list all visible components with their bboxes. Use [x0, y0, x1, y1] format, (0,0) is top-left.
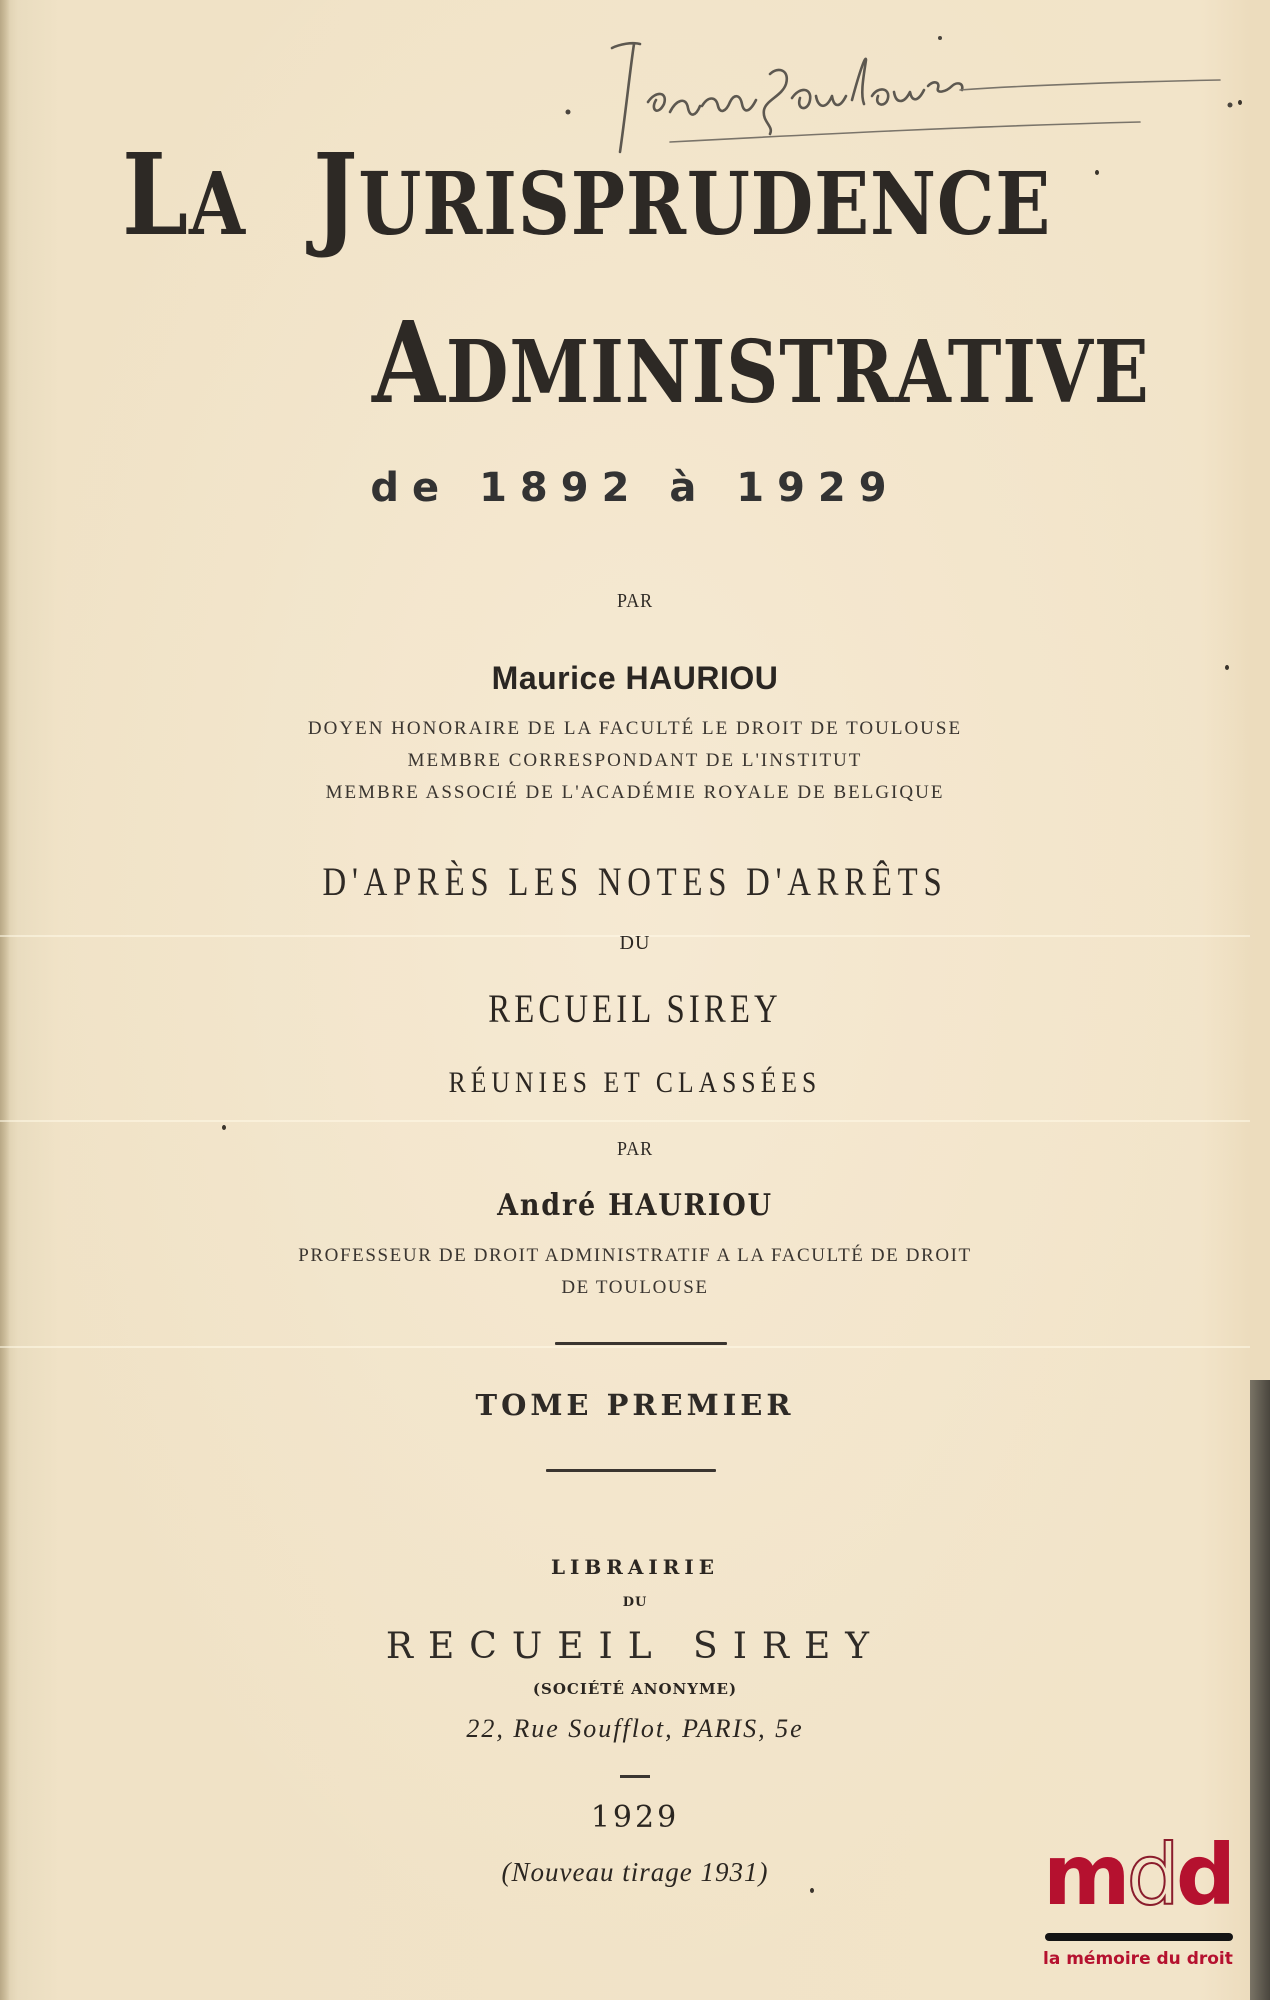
paper-speck	[1095, 170, 1099, 175]
binding-shadow	[0, 0, 10, 2000]
title-smallcaps: A	[188, 154, 246, 255]
paper-speck	[810, 1888, 814, 1893]
divider-rule	[555, 1342, 727, 1345]
publisher-address: 22, Rue Soufflot, PARIS, 5e	[466, 1714, 804, 1743]
paper-speck	[1238, 100, 1242, 105]
publisher-type: (SOCIÉTÉ ANONYME)	[532, 1680, 738, 1698]
author-name: Maurice HAURIOU	[491, 660, 779, 696]
by-label: PAR	[616, 590, 654, 612]
title-initial: J	[313, 130, 359, 261]
publisher-connector: DU	[622, 1595, 648, 1610]
mdd-logo	[1043, 1826, 1243, 1983]
source-connector: DU	[619, 932, 651, 954]
editor-credential: PROFESSEUR DE DROIT ADMINISTRATIF A LA FACULTÉ DE DROIT	[298, 1245, 972, 1266]
publisher-name: RECUEIL SIREY	[385, 1626, 885, 1667]
date-range-subtitle: de 1892 à 1929	[370, 465, 900, 511]
paper-line	[0, 1120, 1250, 1122]
logo-letter-d-outline: d	[1126, 1826, 1176, 1924]
divider-rule	[546, 1469, 716, 1472]
volume-label: TOME PREMIER	[475, 1388, 795, 1422]
editor-name: André HAURIOU	[497, 1188, 773, 1223]
reprint-note: (Nouveau tirage 1931)	[501, 1857, 769, 1887]
publication-year: 1929	[590, 1800, 680, 1835]
logo-bar	[1045, 1933, 1233, 1941]
logo-tagline: la mémoire du droit	[1043, 1949, 1233, 1969]
paper-speck	[222, 1125, 226, 1130]
author-credential: DOYEN HONORAIRE DE LA FACULTÉ LE DROIT DE TOULOUSE	[307, 718, 963, 739]
publisher-librairie: LIBRAIRIE	[550, 1555, 720, 1579]
short-dash	[620, 1775, 650, 1778]
editor-credential: DE TOULOUSE	[561, 1277, 709, 1298]
book-title-line-2	[372, 298, 1150, 429]
title-initial: A	[372, 298, 446, 429]
compilation-note: RÉUNIES ET CLASSÉES	[448, 1066, 822, 1099]
logo-letter-m: m	[1043, 1826, 1127, 1924]
logo-mark	[1043, 1826, 1232, 1924]
logo-letter-d: d	[1175, 1826, 1232, 1924]
title-smallcaps: URISPRUDENCE	[358, 154, 1052, 255]
paper-line	[0, 1346, 1250, 1348]
source-description: D'APRÈS LES NOTES D'ARRÊTS	[322, 859, 948, 904]
book-title-line-1	[122, 130, 1051, 261]
title-smallcaps: DMINISTRATIVE	[445, 322, 1150, 423]
author-credential: MEMBRE ASSOCIÉ DE L'ACADÉMIE ROYALE DE BELGIQUE	[325, 782, 945, 803]
title-initial: L	[122, 130, 189, 261]
source-name: RECUEIL SIREY	[488, 986, 782, 1031]
by-label: PAR	[616, 1138, 654, 1160]
paper-speck	[1225, 665, 1229, 670]
author-credential: MEMBRE CORRESPONDANT DE L'INSTITUT	[407, 750, 863, 771]
